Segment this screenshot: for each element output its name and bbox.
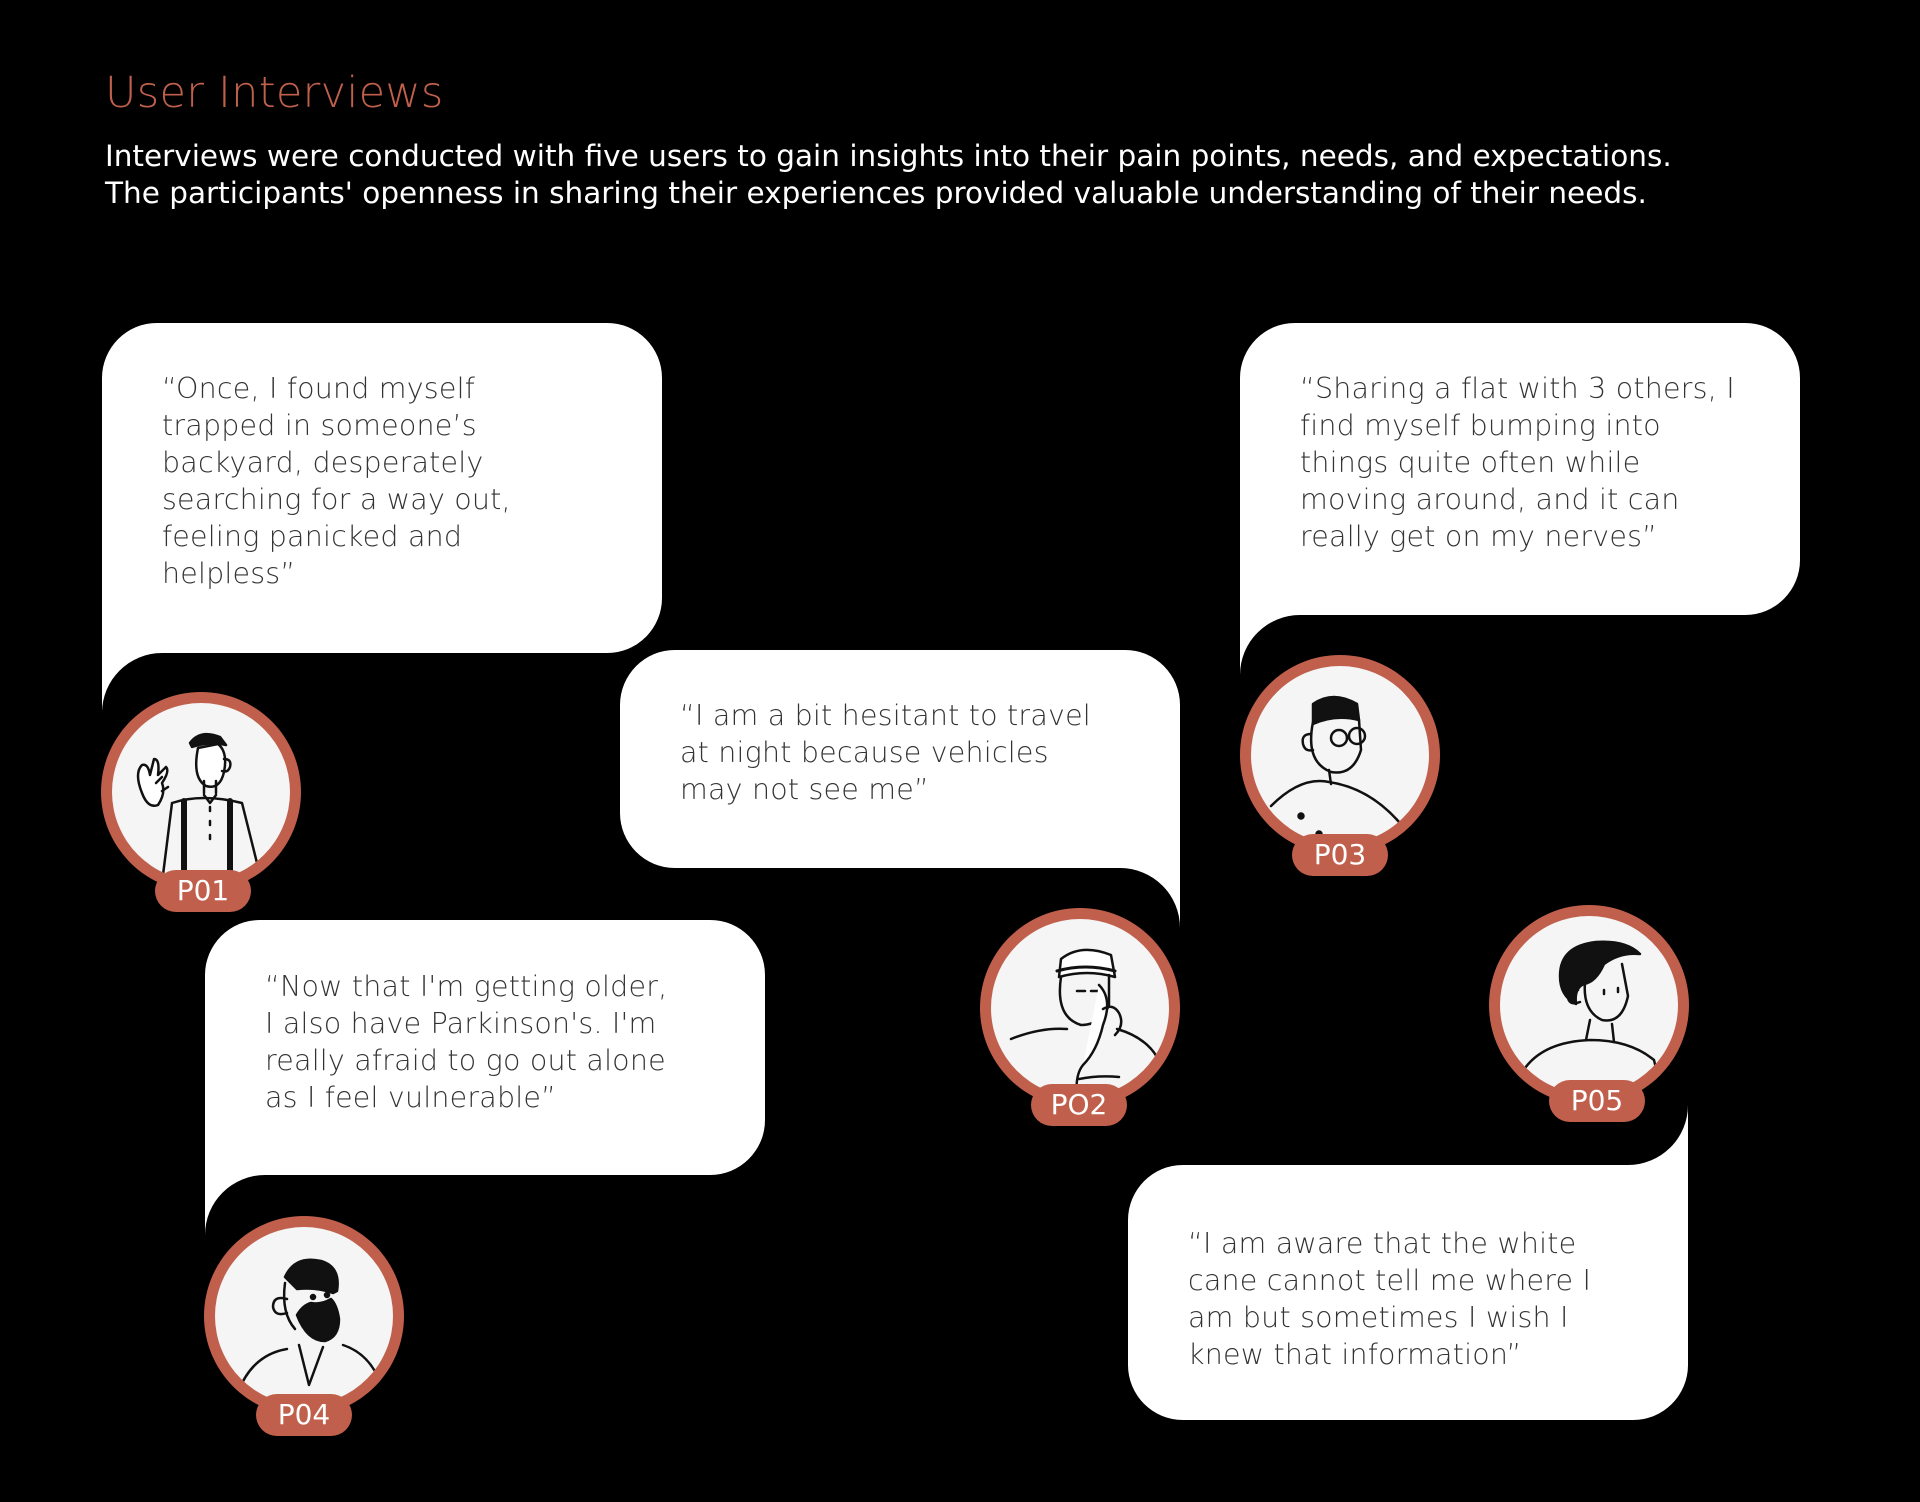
man-with-glasses-icon — [1251, 666, 1429, 844]
participant-badge-p01: P01 — [155, 870, 251, 912]
avatar-p02 — [980, 908, 1180, 1108]
page-description — [105, 138, 1865, 212]
avatar-p04 — [204, 1216, 404, 1416]
participant-badge-p02: PO2 — [1031, 1084, 1127, 1126]
participant-badge-p05: P05 — [1549, 1080, 1645, 1122]
page-title: User Interviews — [105, 68, 444, 118]
participant-badge-p03: P03 — [1292, 834, 1388, 876]
thinking-man-icon — [991, 919, 1169, 1097]
description-line-1: Interviews were conducted with five users to gain insights into their pain points, needs, and expectations. — [105, 139, 1672, 173]
waving-man-icon — [112, 703, 290, 881]
avatar-p01 — [101, 692, 301, 892]
quote-text-p03: “Sharing a flat with 3 others, I find myself bumping into things quite often while moving around, and it can really get on my nerves” — [1300, 372, 1735, 553]
quote-text-p05: “I am aware that the white cane cannot tell me where I am but sometimes I wish I knew that information” — [1188, 1227, 1592, 1371]
description-line-2: The participants' openness in sharing their experiences provided valuable understanding of their needs. — [105, 176, 1647, 210]
bearded-man-icon — [215, 1227, 393, 1405]
woman-icon — [1500, 916, 1678, 1094]
participant-badge-p04: P04 — [256, 1394, 352, 1436]
quote-text-p04: “Now that I'm getting older, I also have Parkinson's. I'm really afraid to go out alone as I feel vulnerable” — [265, 970, 668, 1114]
quote-text-p02: “I am a bit hesitant to travel at night because vehicles may not see me” — [680, 699, 1091, 806]
avatar-p03 — [1240, 655, 1440, 855]
quote-text-p01: “Once, I found myself trapped in someone’s backyard, desperately searching for a way out, feeling panicked and helpless” — [162, 372, 511, 590]
avatar-p05 — [1489, 905, 1689, 1105]
